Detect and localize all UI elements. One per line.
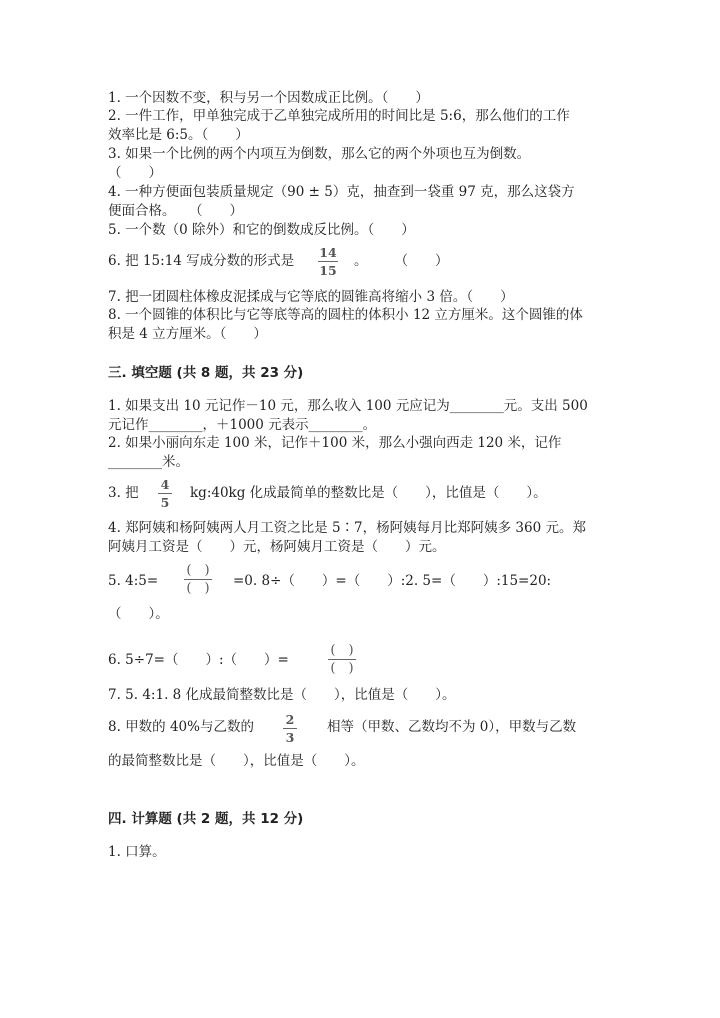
judgment-q1: 1. 一个因数不变，积与另一个因数成正比例。（ ） (108, 90, 429, 106)
fraction-numerator: 14 (319, 245, 337, 260)
judgment-q8-line1: 8. 一个圆锥的体积比与它等底等高的圆柱的体积小 12 立方厘米。这个圆锥的体 (108, 307, 583, 323)
fill-q8-part1: 8. 甲数的 40%与乙数的 (108, 719, 254, 735)
fill-q1-line2: 元记作________，＋1000 元表示________。 (108, 417, 377, 433)
judgment-q6-part1: 6. 把 15:14 写成分数的形式是 (108, 253, 295, 269)
fraction-numerator: 2 (285, 712, 295, 727)
fill-q7: 7. 5. 4:1. 8 化成最简整数比是（ ），比值是（ ）。 (108, 687, 456, 703)
fraction-denominator: 3 (285, 730, 295, 745)
section4-title: 四. 计算题 (共 2 题，共 12 分) (108, 811, 304, 827)
blank-fraction-q6 (328, 643, 356, 676)
blank-numerator: ( ) (330, 643, 354, 658)
fill-q1-line1: 1. 如果支出 10 元记作－10 元，那么收入 100 元应记为________元。支出 500 (108, 398, 588, 414)
judgment-q2-line1: 2. 一件工作，甲单独完成于乙单独完成所用的时间比是 5:6，那么他们的工作 (108, 108, 570, 124)
fraction-2-3 (283, 712, 297, 745)
judgment-q6-part2: 。 （ ） (354, 253, 449, 269)
section3-title: 三. 填空题 (共 8 题，共 23 分) (108, 365, 304, 381)
blank-fraction-q5 (184, 563, 212, 596)
fill-q6-part1: 6. 5÷7=（ ）:（ ）= (108, 652, 289, 668)
fill-q8-part3: 的最简整数比是（ ），比值是（ ）。 (108, 753, 365, 769)
fill-q5-part2: =0. 8÷（ ）=（ ）:2. 5=（ ）:15=20: (233, 573, 552, 589)
blank-denominator: ( ) (186, 581, 210, 596)
judgment-q3-line1: 3. 如果一个比例的两个内项互为倒数，那么它的两个外项也互为倒数。 (108, 146, 531, 162)
judgment-q4-line2: 便面合格。 （ ） (108, 203, 243, 219)
fraction-bar (328, 659, 356, 660)
calc-q1: 1. 口算。 (108, 844, 166, 860)
judgment-q8-line2: 积是 4 立方厘米。（ ） (108, 326, 267, 342)
blank-denominator: ( ) (330, 661, 354, 676)
judgment-q5: 5. 一个数（0 除外）和它的倒数成反比例。（ ） (108, 222, 415, 238)
fraction-bar (158, 493, 172, 494)
fill-q5-part3: （ ）。 (108, 606, 169, 622)
fraction-bar (184, 579, 212, 580)
fill-q2-line1: 2. 如果小丽向东走 100 米，记作＋100 米，那么小强向西走 120 米，记作 (108, 435, 562, 451)
blank-numerator: ( ) (186, 563, 210, 578)
fill-q3-part2: kg:40kg 化成最简单的整数比是（ ），比值是（ ）。 (190, 485, 547, 501)
judgment-q3-line2: （ ） (108, 165, 162, 181)
fill-q2-line2: ________米。 (108, 454, 189, 470)
fill-q8-part2: 相等（甲数、乙数均不为 0），甲数与乙数 (327, 719, 577, 735)
fraction-numerator: 4 (160, 477, 170, 492)
fraction-denominator: 5 (160, 495, 170, 510)
fraction-4-5 (158, 477, 172, 510)
fraction-denominator: 15 (319, 263, 337, 278)
fill-q3-part1: 3. 把 (108, 485, 139, 501)
judgment-q4-line1: 4. 一种方便面包装质量规定（90 ± 5）克，抽查到一袋重 97 克，那么这袋方 (108, 184, 575, 200)
judgment-q7: 7. 把一团圆柱体橡皮泥揉成与它等底的圆锥高将缩小 3 倍。（ ） (108, 289, 514, 305)
fraction-bar (283, 728, 297, 729)
fill-q5-part1: 5. 4:5= (108, 573, 159, 589)
fill-q4-line2: 阿姨月工资是（ ）元，杨阿姨月工资是（ ）元。 (108, 539, 446, 555)
fill-q4-line1: 4. 郑阿姨和杨阿姨两人月工资之比是 5∶7，杨阿姨每月比郑阿姨多 360 元。郑 (108, 520, 586, 536)
fraction-14-15 (318, 245, 338, 278)
judgment-q2-line2: 效率比是 6:5。（ ） (108, 127, 249, 143)
fraction-bar (318, 261, 338, 262)
